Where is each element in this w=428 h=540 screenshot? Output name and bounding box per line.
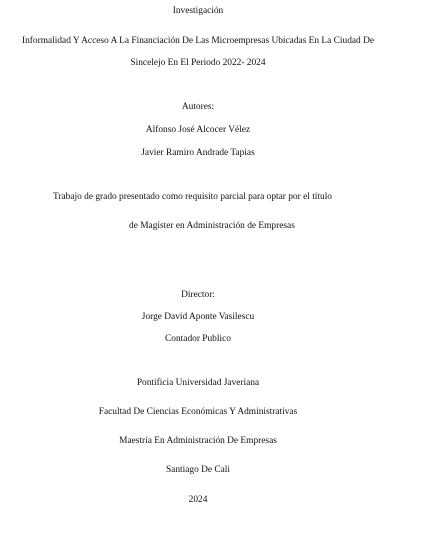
title-line-2: Sincelejo En El Periodo 2022- 2024 <box>130 58 266 68</box>
purpose-line-2: de Magíster en Administración de Empresas <box>129 221 295 231</box>
year: 2024 <box>188 495 208 505</box>
purpose-line-1: Trabajo de grado presentado como requisito parcial para optar por el título <box>53 192 332 202</box>
director-role: Contador Publico <box>165 334 231 344</box>
director-heading: Director: <box>181 290 215 300</box>
director-name: Jorge David Aponte Vasilescu <box>141 312 255 322</box>
author-name-1: Alfonso José Alcocer Vélez <box>145 125 251 135</box>
author-name-2: Javier Ramiro Andrade Tapias <box>141 148 255 158</box>
authors-heading: Autores: <box>181 102 215 112</box>
city-name: Santiago De Cali <box>165 465 231 475</box>
faculty-name: Facultad De Ciencias Económicas Y Administrativas <box>98 407 298 417</box>
section-heading: Investigación <box>172 6 224 16</box>
university-name: Pontificia Universidad Javeriana <box>136 378 260 388</box>
title-line-1: Informalidad Y Acceso A La Financiación De Las Microempresas Ubicadas En La Ciudad De <box>21 36 375 46</box>
program-name: Maestría En Administración De Empresas <box>119 436 277 446</box>
